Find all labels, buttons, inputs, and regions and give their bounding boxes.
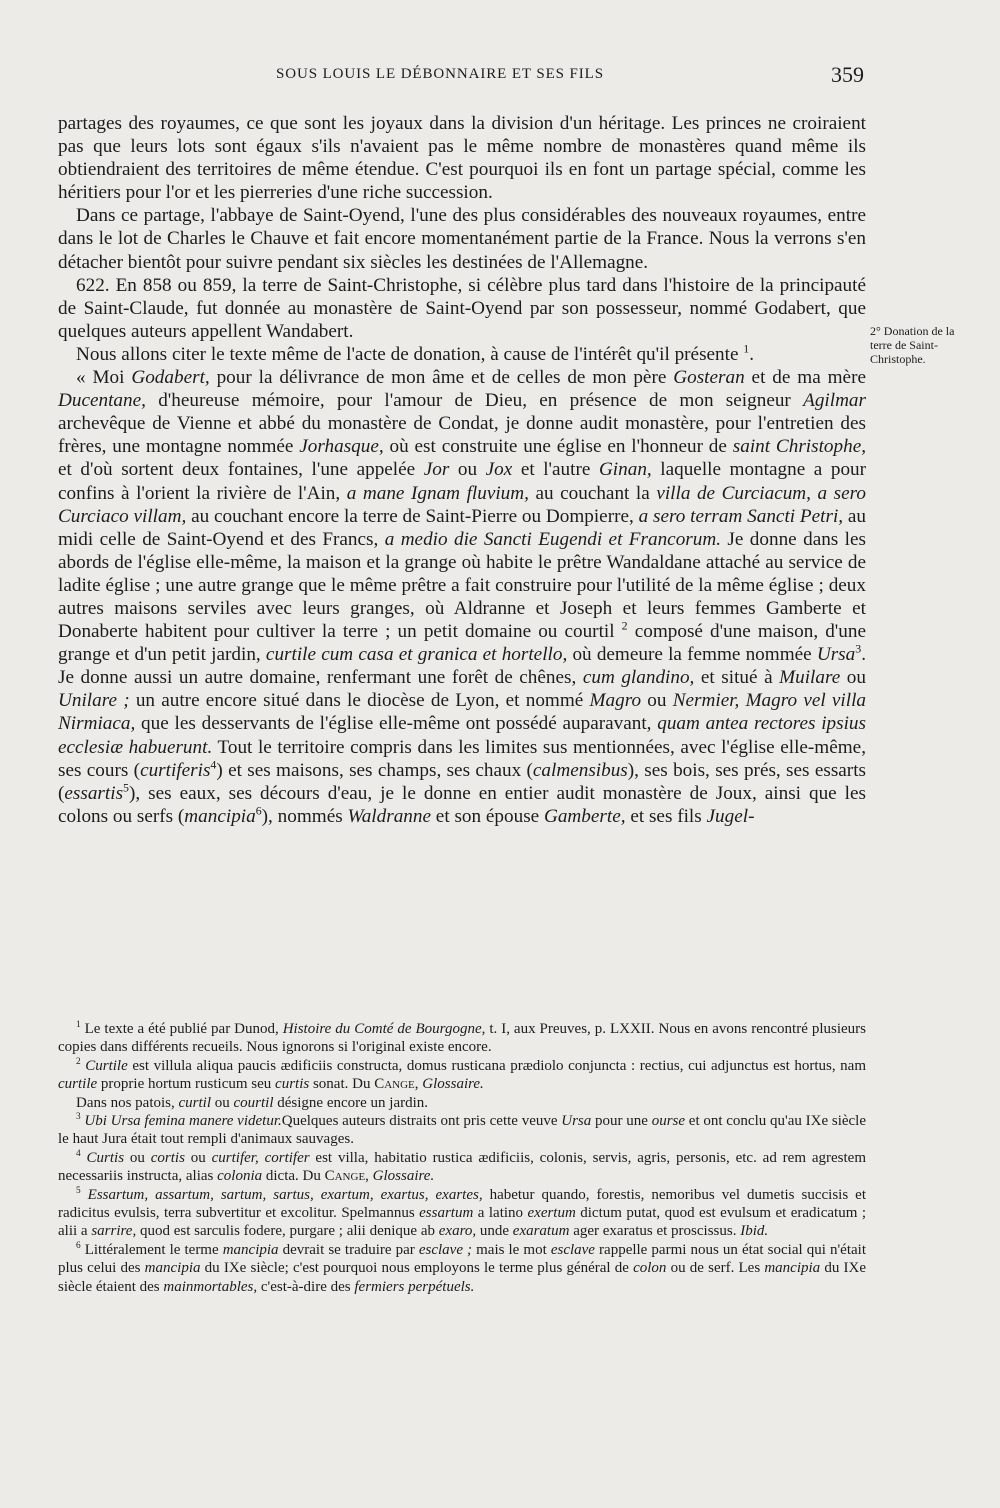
footnote-italic: Ibid. xyxy=(740,1223,769,1240)
q-italic: curtile cum casa et granica et hortello, xyxy=(265,644,568,666)
footnote-text: ager exaratus et proscissus. xyxy=(569,1223,741,1240)
q-text: ), nommés xyxy=(261,805,348,827)
q-italic: Gosteran xyxy=(673,367,745,389)
footnote-text: pour une xyxy=(591,1113,652,1130)
footnote-2 xyxy=(58,1057,866,1094)
footnote-italic: essartum xyxy=(419,1205,474,1222)
page-header xyxy=(58,62,866,88)
footnote-text: habetur quando, forestis, nemoribus vel dumetis succisis et radicitus evulsis, terra subvertitur et excolitur. Spelmannus xyxy=(58,1186,866,1222)
q-text: et son épouse xyxy=(431,805,544,827)
footnote-text: proprie hortum rusticum seu xyxy=(97,1076,276,1093)
footnote-italic: Ubi Ursa femina manere videtur. xyxy=(80,1113,282,1130)
footnote-italic: esclave ; xyxy=(418,1241,473,1258)
q-italic: Jor xyxy=(423,459,450,481)
q-text: et ses fils xyxy=(625,805,707,827)
footnote-number: 4 xyxy=(76,1148,81,1159)
q-text: au couchant encore la terre de Saint-Pierre ou Dompierre, xyxy=(186,505,639,527)
footnote-text: rappelle parmi nous un état social qui n'était plus celui des xyxy=(58,1241,866,1277)
footnote-text: a latino xyxy=(473,1205,528,1222)
q-text: que les desservants de l'église elle-même ont possédé auparavant, xyxy=(135,713,658,735)
footnote-smallcaps: Cange xyxy=(324,1168,366,1185)
q-text: laquelle montagne a pour confins à l'orient la rivière de l'Ain, xyxy=(58,459,867,504)
footnote-ref-1: 1 xyxy=(743,341,750,356)
q-text: et de ma mère xyxy=(744,367,866,389)
q-italic: essartis xyxy=(64,782,124,804)
q-text: ), ses eaux, ses décours d'eau, je le donne en entier audit monastère de Joux, ainsi que les colons ou serfs ( xyxy=(58,782,866,827)
footnote-italic: Histoire du Comté de Bourgogne, xyxy=(282,1021,486,1037)
footnote-smallcaps: Cange xyxy=(374,1076,415,1093)
paragraph-4 xyxy=(58,343,866,366)
footnote-italic: Ursa xyxy=(561,1113,592,1130)
q-text: un autre encore situé dans le diocèse de Lyon, et nommé xyxy=(129,690,590,712)
footnote-italic: mainmortables, xyxy=(163,1278,258,1295)
q-italic: Magro xyxy=(589,690,642,712)
q-text: Je donne dans les abords de l'église elle-même, la maison et la grange où habite le prêtre Wandaldane attaché au service de ladite église ; une autre grange que le même prêtre a fait construire pour l'utilité de la même église ; deux autres maisons serviles avec leurs granges, où Aldranne et Joseph et leurs femmes Gamberte et Donaberte habitent pour cultiver la terre ; un petit domaine ou courtil xyxy=(58,528,866,643)
paragraph-3: 622. En 858 ou 859, la terre de Saint-Christophe, si célèbre plus tard dans l'histoire de la principauté de Saint-Claude, fut donnée au monastère de Saint-Oyend par son possesseur, nommé Godabert, que quelques auteurs appellent Wandabert. xyxy=(58,274,866,342)
footnote-text: et ont conclu qu'au IXe siècle le haut Jura était tout rempli d'animaux sauvages. xyxy=(58,1113,866,1148)
main-text xyxy=(58,112,866,828)
q-italic: a mane Ignam fluvium, xyxy=(346,482,529,504)
footnote-italic: mancipia xyxy=(222,1241,279,1258)
footnote-text: Dans nos patois, xyxy=(76,1094,179,1111)
footnote-text: ou xyxy=(184,1149,212,1166)
footnote-text: , xyxy=(414,1076,423,1093)
q-italic: quam antea rectores ipsius ecclesiæ habuerunt. xyxy=(58,713,866,758)
q-italic: Jorhasque, xyxy=(299,436,384,458)
q-text: . Je donne aussi un autre domaine, renfermant une forêt de chênes, xyxy=(58,644,866,689)
q-italic: a medio die Sancti Eugendi et Francorum. xyxy=(384,528,722,550)
footnote-5 xyxy=(58,1186,866,1241)
q-italic: Ducentane, xyxy=(58,390,146,412)
q-italic: cum glandino, xyxy=(582,667,695,689)
footnote-text: Quelques auteurs distraits ont pris cette veuve xyxy=(281,1113,562,1130)
q-italic: Ursa xyxy=(816,644,856,666)
footnote-text: désigne encore un jardin. xyxy=(273,1094,429,1111)
footnote-text: ou xyxy=(124,1149,151,1166)
footnote-ref-6: 6 xyxy=(255,803,262,818)
footnote-italic: Curtis xyxy=(80,1149,125,1166)
footnote-italic: colonia xyxy=(217,1168,263,1185)
q-text: et d'où sortent deux fontaines, l'une appelée xyxy=(58,459,424,481)
q-text: et situé à xyxy=(694,667,780,689)
footnote-italic: exaro, xyxy=(438,1223,477,1240)
q-italic: mancipia xyxy=(184,805,256,827)
footnote-italic: Curtile xyxy=(80,1057,128,1074)
q-italic: Jugel- xyxy=(706,805,755,827)
q-text: où est construite une église en l'honneur de xyxy=(383,436,733,458)
footnote-italic: sarrire, xyxy=(91,1223,137,1240)
page-number: 359 xyxy=(831,62,864,87)
q-italic: Jox xyxy=(485,459,513,481)
q-text: ), ses bois, ses prés, ses essarts ( xyxy=(58,759,866,804)
footnote-text: unde xyxy=(476,1223,513,1240)
running-title: SOUS LOUIS LE DÉBONNAIRE ET SES FILS xyxy=(276,66,604,82)
q-italic: Agilmar xyxy=(803,390,866,412)
q-text: « Moi xyxy=(76,367,132,389)
q-italic: Ginan, xyxy=(598,459,652,481)
q-italic: a sero terram Sancti Petri, xyxy=(638,505,844,527)
footnote-italic: Essartum, assartum, sartum, sartus, exartum, exartus, exartes, xyxy=(80,1186,483,1203)
footnote-number: 2 xyxy=(76,1056,81,1067)
footnote-italic: esclave xyxy=(550,1241,595,1258)
q-italic: calmensibus xyxy=(532,759,628,781)
q-text: au midi celle de Saint-Oyend et des Francs, xyxy=(58,505,866,550)
q-text: au couchant la xyxy=(528,482,657,504)
q-italic: Godabert, xyxy=(131,367,210,389)
footnote-text: du IXe siècle étaient des xyxy=(58,1260,866,1295)
q-text: ou xyxy=(840,667,866,689)
q-text: composé d'une maison, d'une grange et d'un petit jardin, xyxy=(58,621,866,666)
footnote-text: Littéralement le terme xyxy=(80,1241,223,1258)
q-text: d'heureuse mémoire, pour l'amour de Dieu, en présence de mon seigneur xyxy=(145,390,804,412)
footnotes xyxy=(58,1020,866,1296)
footnote-italic: curtis xyxy=(275,1076,310,1093)
footnote-italic: mancipia xyxy=(144,1260,201,1277)
footnote-italic: exaratum xyxy=(512,1223,570,1240)
footnote-text: dicta. Du xyxy=(262,1168,325,1185)
footnote-italic: curtifer, cortifer xyxy=(211,1149,310,1166)
footnote-number: 5 xyxy=(76,1185,81,1196)
margin-note: 2° Donation de la terre de Saint-Christophe. xyxy=(870,324,955,366)
paragraph-2: Dans ce partage, l'abbaye de Saint-Oyend, l'une des plus considérables des nouveaux royaumes, entre dans le lot de Charles le Chauve et fait encore momentanément partie de la France. Nous la verrons s'en détacher bientôt pour suivre pendant six siècles les destinées de l'Allemagne. xyxy=(58,205,866,273)
footnote-3 xyxy=(58,1112,866,1149)
q-text: ) et ses maisons, ses champs, ses chaux ( xyxy=(216,759,533,781)
q-italic: curtiferis xyxy=(140,759,211,781)
footnote-text: dictum putat, quod est evulsum et eradicatum ; alii a xyxy=(58,1205,866,1240)
footnote-italic: Glossaire. xyxy=(372,1168,435,1185)
footnote-text: c'est-à-dire des xyxy=(257,1278,355,1295)
footnote-ref-4: 4 xyxy=(210,757,217,772)
footnote-number: 1 xyxy=(76,1020,81,1030)
q-italic: saint Christophe, xyxy=(732,436,867,458)
footnote-ref-3: 3 xyxy=(855,641,862,656)
q-text: pour la délivrance de mon âme et de celles de mon père xyxy=(209,367,674,389)
footnote-text: t. I, aux Preuves, p. LXXII. Nous en avons rencontré plusieurs copies dans différents recueils. Nous ignorons si l'original existe encore. xyxy=(58,1021,866,1056)
footnote-4 xyxy=(58,1149,866,1186)
q-italic: Nermier, Magro vel villa Nirmiaca, xyxy=(58,690,867,735)
footnote-number: 6 xyxy=(76,1240,81,1251)
footnote-italic: Glossaire. xyxy=(422,1076,484,1093)
footnote-ref-2: 2 xyxy=(621,618,628,633)
q-italic: villa de Curciacum, a sero Curciaco villam, xyxy=(58,482,866,527)
footnote-number: 3 xyxy=(76,1112,81,1123)
q-text: ou xyxy=(449,459,486,481)
paragraph-1: partages des royaumes, ce que sont les joyaux dans la division d'un héritage. Les princes ne croiraient pas que leurs lots sont égaux s'ils n'avaient pas le même nombre de monastères quand même ils obtiendraient des territoires de même étendue. C'est pourquoi ils en font un partage spécial, comme les héritiers pour l'or et les pierreries d'une riche succession. xyxy=(58,113,866,204)
footnote-italic: colon xyxy=(633,1260,667,1277)
footnote-italic: cortis xyxy=(150,1149,185,1166)
q-text: et l'autre xyxy=(512,459,599,481)
footnote-text: ou de serf. Les xyxy=(666,1260,765,1277)
q-text: archevêque de Vienne et abbé du monastère de Condat, je donne audit monastère, pour l'entretien des frères, une montagne nommée xyxy=(58,413,866,458)
footnote-text: ou xyxy=(211,1094,234,1111)
footnote-text: Le texte a été publié par Dunod, xyxy=(80,1021,283,1037)
paragraph-4-end: . xyxy=(749,343,755,365)
footnote-italic: fermiers perpétuels. xyxy=(354,1278,475,1295)
q-italic: Muilare xyxy=(779,667,841,689)
footnote-italic: exertum xyxy=(527,1205,576,1222)
q-text: Tout le territoire compris dans les limites sus mentionnées, avec l'église elle-même, ses cours ( xyxy=(58,736,866,781)
footnote-italic: ourse xyxy=(651,1113,686,1130)
footnote-text: devrait se traduire par xyxy=(278,1241,419,1258)
footnote-ref-5: 5 xyxy=(123,780,129,795)
q-italic: Gamberte, xyxy=(543,805,626,827)
footnote-text: sonat. Du xyxy=(309,1076,375,1093)
footnote-italic: curtile xyxy=(58,1076,98,1093)
footnote-text: est villula aliqua paucis ædificiis constructa, domus rusticana prædiolo conjuncta : rectius, cui adjunctus est hortus, nam xyxy=(127,1057,866,1074)
footnote-text: mais le mot xyxy=(472,1241,551,1258)
footnote-text: du IXe siècle; c'est pourquoi nous employons le terme plus général de xyxy=(200,1260,634,1277)
footnote-italic: curtil xyxy=(178,1094,211,1111)
q-text: ou xyxy=(641,690,673,712)
footnote-text: , xyxy=(365,1168,373,1185)
footnote-1 xyxy=(58,1020,866,1057)
q-italic: Waldranne xyxy=(347,805,431,827)
footnote-text: quod est sarculis fodere, purgare ; alii denique ab xyxy=(136,1223,439,1240)
q-text: où demeure la femme nommée xyxy=(567,644,817,666)
footnote-text: est villa, habitatio rustica ædificiis, colonis, servis, agris, personis, etc. ad rem agrestem necessariis instructa, alias xyxy=(58,1149,867,1185)
paragraph-4-text: Nous allons citer le texte même de l'acte de donation, à cause de l'intérêt qu'il présente xyxy=(76,343,744,365)
footnote-6 xyxy=(58,1241,866,1296)
footnote-italic: mancipia xyxy=(764,1260,821,1277)
q-italic: Unilare ; xyxy=(58,690,130,712)
footnote-italic: courtil xyxy=(233,1094,274,1111)
footnote-2-continued xyxy=(58,1094,866,1112)
charter-quotation xyxy=(58,366,866,828)
